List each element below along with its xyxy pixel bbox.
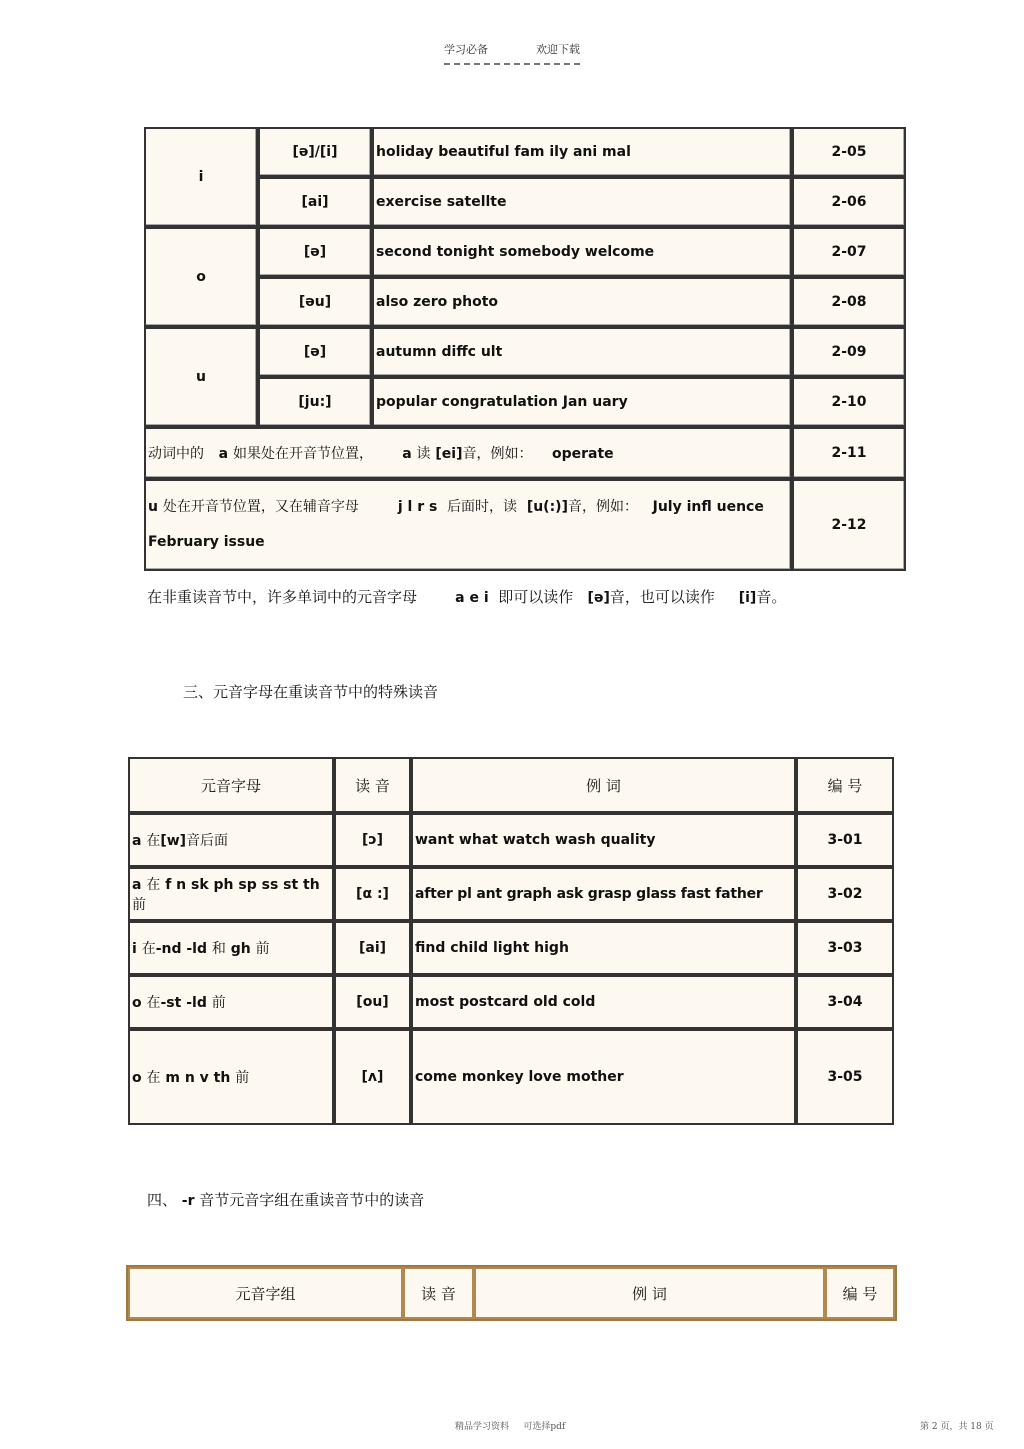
phonetic-cell: [ə] (258, 227, 372, 277)
table-row (144, 177, 906, 227)
note-text: 音，例如： (567, 499, 638, 515)
table-row (128, 1029, 894, 1125)
note-text: a (402, 446, 412, 462)
para-text: a e i (455, 590, 489, 606)
section-title-4 (147, 1189, 424, 1210)
footer-text: 精品学习资料 (455, 1422, 510, 1432)
note-text: j l r s (397, 499, 438, 515)
note-text: [u(:)] (526, 499, 568, 515)
section4-text: -r (181, 1193, 195, 1209)
letter-cell: i (144, 127, 258, 227)
para-text: [i] (738, 590, 757, 606)
header-cell: 读 音 (334, 757, 411, 813)
phonetic-cell: [ɔ] (334, 813, 411, 867)
header-cell: 元音字组 (128, 1267, 403, 1319)
words-cell: autumn diffc ult (372, 327, 792, 377)
words-cell: exercise satellte (372, 177, 792, 227)
cond-text: 前 (255, 941, 270, 957)
table-row (144, 377, 906, 427)
note-cell (144, 427, 792, 479)
words-cell: second tonight somebody welcome (372, 227, 792, 277)
table-row (144, 277, 906, 327)
section-title-3: 三、元音字母在重读音节中的特殊读音 (183, 683, 439, 701)
table-row (128, 921, 894, 975)
r-syllable-table (126, 1265, 897, 1321)
code-cell: 3-01 (796, 813, 894, 867)
note-cell (144, 479, 792, 571)
para-text: 即可以读作 (498, 588, 574, 606)
phonetic-cell: [ai] (258, 177, 372, 227)
cond-text: a (132, 877, 142, 893)
cond-text: 在 (146, 995, 161, 1011)
condition-cell (128, 867, 334, 921)
words-cell: want what watch wash quality (411, 813, 796, 867)
note-text: 处在开音节位置，又在辅音字母 (162, 499, 359, 515)
cond-text: 音后面 (186, 833, 229, 849)
header-cell: 元音字母 (128, 757, 334, 813)
header-cell: 读 音 (403, 1267, 474, 1319)
phonetic-cell: [ou] (334, 975, 411, 1029)
code-cell: 2-12 (792, 479, 906, 571)
note-text: u (148, 499, 158, 515)
letter-cell: o (144, 227, 258, 327)
note-text: 后面时，读 (447, 499, 518, 515)
condition-cell (128, 813, 334, 867)
words-cell: find child light high (411, 921, 796, 975)
code-cell: 2-05 (792, 127, 906, 177)
words-cell: after pl ant graph ask grasp glass fast father (411, 867, 796, 921)
table-row (144, 479, 906, 571)
note-text: 读 (416, 446, 431, 462)
header-left: 学习必备 (444, 43, 488, 56)
cond-text: o (132, 995, 142, 1011)
table-row (128, 813, 894, 867)
code-cell: 2-09 (792, 327, 906, 377)
note-text: July infl uence (652, 499, 764, 515)
vowel-unstressed-table (144, 127, 906, 571)
phonetic-cell: [α :] (334, 867, 411, 921)
phonetic-cell: [ə] (258, 327, 372, 377)
cond-text: f n sk ph sp ss st th (165, 877, 320, 893)
letter-cell: u (144, 327, 258, 427)
words-cell: most postcard old cold (411, 975, 796, 1029)
footer-left (455, 1419, 565, 1432)
note-text: 音，例如： (462, 446, 533, 462)
note-text: February issue (148, 534, 265, 550)
stressed-special-table (128, 757, 894, 1125)
cond-text: 在 (146, 1070, 161, 1086)
table-row (128, 867, 894, 921)
cond-text: -nd -ld (155, 941, 207, 957)
cond-text: m n v th (165, 1070, 231, 1086)
para-text: 音，也可以读作 (609, 588, 715, 606)
code-cell: 3-04 (796, 975, 894, 1029)
note-text: 如果处在开音节位置， (232, 446, 373, 462)
header-cell: 编 号 (825, 1267, 895, 1319)
cond-text: a (132, 833, 142, 849)
words-cell: come monkey love mother (411, 1029, 796, 1125)
phonetic-cell: [ju:] (258, 377, 372, 427)
header-cell: 例 词 (411, 757, 796, 813)
table-header-row (128, 1267, 895, 1319)
code-cell: 2-07 (792, 227, 906, 277)
header-cell: 例 词 (474, 1267, 825, 1319)
paragraph-unstressed (147, 586, 786, 607)
note-text: a (218, 446, 229, 462)
cond-text: o (132, 1070, 142, 1086)
phonetic-cell: [ə]/[i] (258, 127, 372, 177)
code-cell: 2-08 (792, 277, 906, 327)
table-row (144, 227, 906, 277)
note-text: [ei] (435, 446, 463, 462)
code-cell: 2-06 (792, 177, 906, 227)
condition-cell (128, 975, 334, 1029)
code-cell: 2-10 (792, 377, 906, 427)
cond-text: -st -ld (160, 995, 207, 1011)
cond-text: 前 (132, 897, 146, 913)
code-cell: 3-02 (796, 867, 894, 921)
words-cell: also zero photo (372, 277, 792, 327)
cond-text: [w] (160, 833, 187, 849)
cond-text: 前 (211, 995, 226, 1011)
words-cell: holiday beautiful fam ily ani mal (372, 127, 792, 177)
condition-cell (128, 921, 334, 975)
table-row (144, 327, 906, 377)
para-text: 音。 (756, 588, 787, 606)
cond-text: 和 (211, 941, 226, 957)
table-row (128, 975, 894, 1029)
footer-text: 可选择pdf (523, 1422, 566, 1432)
cond-text: 前 (235, 1070, 250, 1086)
phonetic-cell: [ʌ] (334, 1029, 411, 1125)
header-right: 欢迎下载 (536, 43, 580, 56)
footer-page: 第 2 页，共 18 页 (920, 1422, 994, 1432)
note-text: operate (552, 446, 614, 462)
code-cell: 3-05 (796, 1029, 894, 1125)
phonetic-cell: [əu] (258, 277, 372, 327)
section4-text: 音节元音字组在重读音节中的读音 (199, 1191, 425, 1209)
cond-text: gh (230, 941, 251, 957)
cond-text: i (132, 941, 137, 957)
code-cell: 2-11 (792, 427, 906, 479)
table-row (144, 427, 906, 479)
table-row (144, 127, 906, 177)
words-cell: popular congratulation Jan uary (372, 377, 792, 427)
para-text: [ə] (587, 590, 610, 606)
condition-cell (128, 1029, 334, 1125)
section4-text: 四、 (147, 1191, 178, 1209)
cond-text: 在 (146, 877, 161, 893)
table-header-row (128, 757, 894, 813)
code-cell: 3-03 (796, 921, 894, 975)
header-cell: 编 号 (796, 757, 894, 813)
phonetic-cell: [ai] (334, 921, 411, 975)
cond-text: 在 (141, 941, 156, 957)
cond-text: 在 (146, 833, 161, 849)
page-header (444, 41, 580, 65)
para-text: 在非重读音节中，许多单词中的元音字母 (147, 588, 418, 606)
note-text: 动词中的 (148, 446, 204, 462)
